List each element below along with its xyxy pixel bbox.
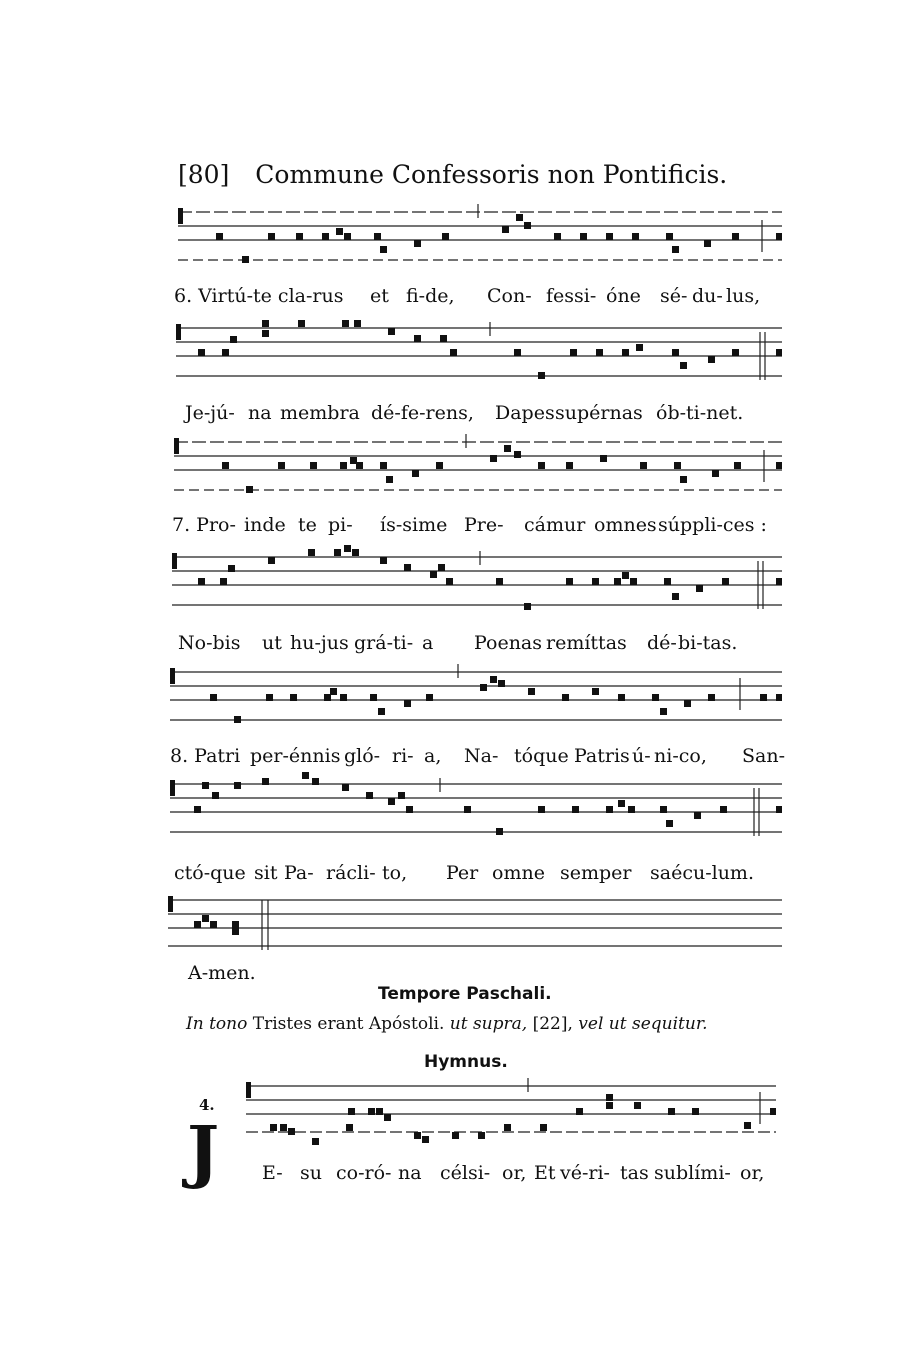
lyric-syllable: supérnas — [555, 402, 643, 424]
lyric-syllable: per-énnis — [250, 745, 341, 767]
lyric-syllable: omne — [492, 862, 545, 884]
page-number: [80] — [178, 160, 230, 189]
lyric-syllable: or, — [502, 1162, 527, 1184]
lyric-syllable: saécu-lum. — [650, 862, 754, 884]
lyric-syllable: membra — [280, 402, 360, 424]
chant-staff-4 — [0, 545, 900, 625]
lyric-syllable: hu-jus — [290, 632, 349, 654]
page-title: Commune Confessoris non Pontificis. — [255, 160, 728, 189]
lyric-syllable: na — [248, 402, 272, 424]
lyric-syllable: pi- — [328, 514, 353, 536]
lyric-syllable: cámur — [524, 514, 586, 536]
page-header — [178, 160, 727, 189]
lyric-syllable: Pa- — [284, 862, 314, 884]
lyric-syllable: E- — [262, 1162, 283, 1184]
chant-staff-6 — [0, 772, 900, 850]
lyric-syllable: Dapes — [495, 402, 555, 424]
lyric-syllable: 7. Pro- — [172, 514, 236, 536]
lyric-syllable: inde — [244, 514, 286, 536]
tempore-paschali-heading: Tempore Paschali. — [378, 984, 552, 1004]
chant-staff-1 — [0, 200, 900, 280]
lyric-syllable: súppli-ces : — [658, 514, 767, 536]
lyric-syllable: remíttas — [546, 632, 627, 654]
hymn-initial-letter: J — [187, 1112, 220, 1192]
hymn-verse-number: 4. — [199, 1096, 215, 1114]
lyric-syllable: gló- — [344, 745, 381, 767]
lyric-syllable: su — [300, 1162, 322, 1184]
lyric-syllable: et — [370, 285, 389, 307]
lyric-syllable: Poenas — [474, 632, 543, 654]
lyric-syllable: Na- — [464, 745, 499, 767]
lyric-syllable: ób-ti-net. — [656, 402, 744, 424]
lyric-syllable: San- — [742, 745, 786, 767]
lyric-syllable: célsi- — [440, 1162, 491, 1184]
chant-staff-3 — [0, 430, 900, 510]
lyric-syllable: Pre- — [464, 514, 504, 536]
lyric-syllable: Con- — [487, 285, 532, 307]
rubric-ut-supra: ut supra, — [449, 1014, 528, 1034]
lyric-syllable: or, — [740, 1162, 765, 1184]
lyric-syllable: Per — [446, 862, 479, 884]
lyric-syllable: vé-ri- — [560, 1162, 610, 1184]
hymnus-heading: Hymnus. — [424, 1052, 508, 1072]
lyric-syllable: 8. Patri — [170, 745, 241, 767]
rubric-line — [186, 1014, 707, 1034]
lyric-syllable: na — [398, 1162, 422, 1184]
lyric-syllable: dé-fe-rens, — [371, 402, 474, 424]
lyric-syllable: Je-jú- — [185, 402, 235, 424]
lyric-syllable: ri- — [392, 745, 414, 767]
lyric-syllable: tóque — [514, 745, 569, 767]
chant-staff-7 — [0, 888, 900, 952]
lyric-syllable: lus, — [726, 285, 761, 307]
lyric-syllable: fi-de, — [406, 285, 455, 307]
lyric-syllable: omnes — [594, 514, 657, 536]
lyric-syllable: a — [422, 632, 434, 654]
lyric-syllable: A-men. — [188, 962, 256, 984]
lyric-syllable: bi-tas. — [678, 632, 738, 654]
rubric-in-tono: In tono — [186, 1014, 248, 1034]
lyric-syllable: sé- — [660, 285, 688, 307]
lyric-syllable: dé- — [647, 632, 677, 654]
lyric-syllable: sublími- — [654, 1162, 731, 1184]
lyric-syllable: 6. Virtú-te cla-rus — [174, 285, 344, 307]
lyric-syllable: te — [298, 514, 317, 536]
lyric-syllable: óne — [606, 285, 641, 307]
chant-staff-8 — [0, 1074, 900, 1154]
lyric-syllable: ctó-que — [174, 862, 246, 884]
lyric-syllable: co-ró- — [336, 1162, 392, 1184]
lyric-syllable: a, — [424, 745, 442, 767]
lyric-syllable: grá-ti- — [354, 632, 414, 654]
lyric-syllable: ís-sime — [380, 514, 448, 536]
rubric-ref: [22], — [532, 1014, 573, 1034]
lyric-syllable: fessi- — [546, 285, 597, 307]
rubric-tristes: Tristes erant Apóstoli. — [252, 1014, 445, 1034]
lyric-syllable: ni-co, — [654, 745, 707, 767]
lyric-syllable: rácli- — [326, 862, 376, 884]
lyric-syllable: ut — [262, 632, 282, 654]
lyric-syllable: Et — [534, 1162, 556, 1184]
lyric-syllable: sit — [254, 862, 278, 884]
lyric-syllable: Patris — [574, 745, 630, 767]
lyric-syllable: to, — [382, 862, 408, 884]
rubric-vel: vel ut sequitur. — [578, 1014, 708, 1034]
lyric-syllable: du- — [692, 285, 723, 307]
lyric-syllable: tas — [620, 1162, 649, 1184]
lyric-syllable: ú- — [632, 745, 651, 767]
lyric-syllable: No-bis — [178, 632, 241, 654]
chant-staff-2 — [0, 318, 900, 394]
lyric-syllable: semper — [560, 862, 632, 884]
chant-staff-5 — [0, 660, 900, 740]
